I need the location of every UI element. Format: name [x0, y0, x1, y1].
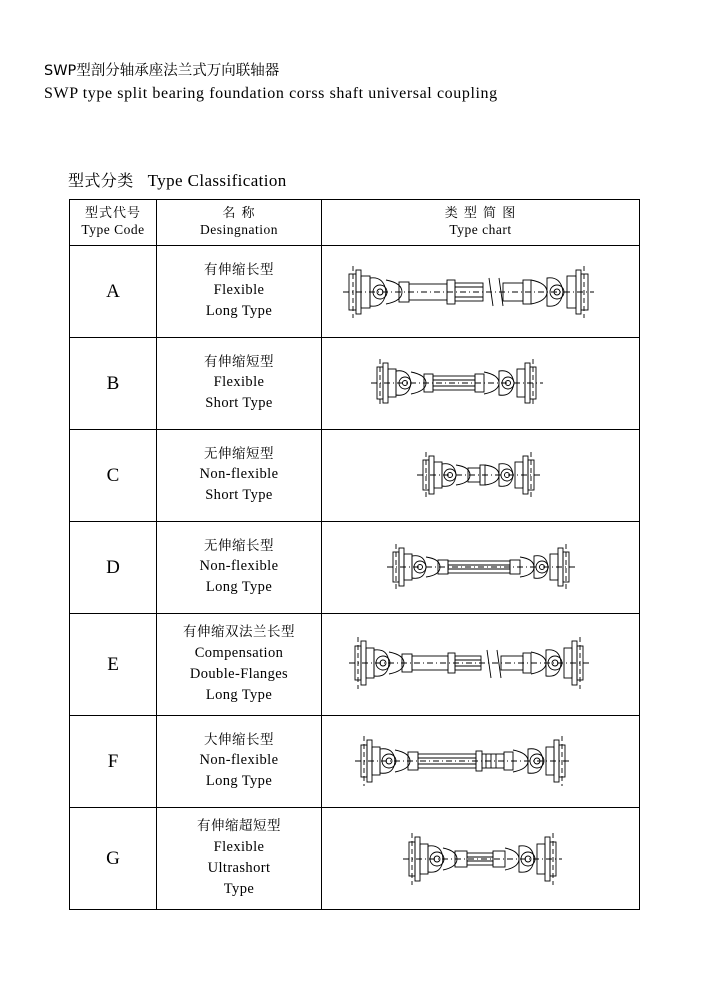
header-designation [157, 200, 322, 246]
row-designation-cn: 有伸缩短型 [204, 353, 274, 370]
section-heading [68, 168, 287, 191]
header-type-chart-cn: 类 型 简 图 [444, 205, 517, 221]
universal-coupling-large-flexible-long-diagram [331, 723, 631, 801]
row-code: G [70, 808, 157, 910]
row-designation-en-1: Flexible [213, 282, 265, 299]
row-designation [157, 246, 322, 338]
row-designation-cn: 有伸缩长型 [204, 261, 274, 278]
row-designation [157, 522, 322, 614]
row-type-chart [322, 716, 640, 808]
row-designation-en-1: Non-flexible [199, 466, 279, 483]
row-designation-cn: 无伸缩短型 [204, 445, 274, 462]
row-designation [157, 430, 322, 522]
row-designation-en-2: Ultrashort [207, 859, 271, 876]
row-designation-en-1: Non-flexible [199, 558, 279, 575]
row-designation-en-1: Flexible [213, 838, 265, 855]
section-heading-english: Type Classification [147, 171, 287, 190]
row-designation-en-2: Long Type [205, 303, 273, 320]
type-classification-table [69, 199, 640, 910]
universal-coupling-double-flange-long-diagram [331, 624, 631, 706]
row-designation-en-2: Short Type [205, 487, 273, 504]
row-designation-en-2: Long Type [205, 773, 273, 790]
row-code: C [70, 430, 157, 522]
row-designation-en-1: Non-flexible [199, 752, 279, 769]
row-type-chart [322, 246, 640, 338]
universal-coupling-flexible-short-diagram [331, 345, 631, 423]
row-designation-en-2: Double-Flanges [189, 665, 289, 682]
row-code: B [70, 338, 157, 430]
row-type-chart [322, 430, 640, 522]
row-type-chart [322, 338, 640, 430]
table-row [70, 614, 640, 716]
header-type-chart [322, 200, 640, 246]
row-type-chart [322, 522, 640, 614]
row-designation-cn: 有伸缩双法兰长型 [183, 624, 295, 641]
universal-coupling-flexible-ultrashort-diagram [331, 819, 631, 899]
table-row [70, 246, 640, 338]
header-designation-cn: 名 称 [222, 205, 256, 221]
universal-coupling-nonflexible-long-diagram [331, 530, 631, 606]
header-type-code-cn: 型式代号 [84, 205, 141, 221]
row-code: E [70, 614, 157, 716]
row-designation-cn: 有伸缩超短型 [197, 818, 281, 835]
row-designation [157, 808, 322, 910]
table-row [70, 716, 640, 808]
header-type-code-en: Type Code [81, 222, 145, 238]
row-designation-en-1: Compensation [194, 644, 284, 661]
universal-coupling-flexible-long-diagram [331, 252, 631, 332]
table-row [70, 430, 640, 522]
row-designation-cn: 无伸缩长型 [204, 537, 274, 554]
title-chinese: SWP型剖分轴承座法兰式万向联轴器 [44, 63, 280, 79]
table-header-row [70, 200, 640, 246]
row-code: D [70, 522, 157, 614]
row-type-chart [322, 614, 640, 716]
title-english: SWP type split bearing foundation corss shaft universal coupling [44, 85, 498, 102]
header-type-code [70, 200, 157, 246]
row-designation-en-3: Type [223, 880, 255, 897]
header-type-chart-en: Type chart [449, 222, 512, 238]
row-designation [157, 614, 322, 716]
row-designation-cn: 大伸缩长型 [204, 731, 274, 748]
row-designation-en-2: Short Type [205, 395, 273, 412]
row-designation [157, 338, 322, 430]
row-designation-en-3: Long Type [205, 686, 273, 703]
table-row [70, 808, 640, 910]
universal-coupling-nonflexible-short-diagram [331, 438, 631, 514]
row-designation-en-2: Long Type [205, 579, 273, 596]
row-type-chart [322, 808, 640, 910]
row-code: F [70, 716, 157, 808]
header-designation-en: Desingnation [200, 222, 278, 238]
table-row [70, 522, 640, 614]
row-designation [157, 716, 322, 808]
row-designation-en-1: Flexible [213, 374, 265, 391]
table-row [70, 338, 640, 430]
document-title [44, 60, 664, 106]
row-code: A [70, 246, 157, 338]
section-heading-chinese: 型式分类 [68, 171, 134, 190]
